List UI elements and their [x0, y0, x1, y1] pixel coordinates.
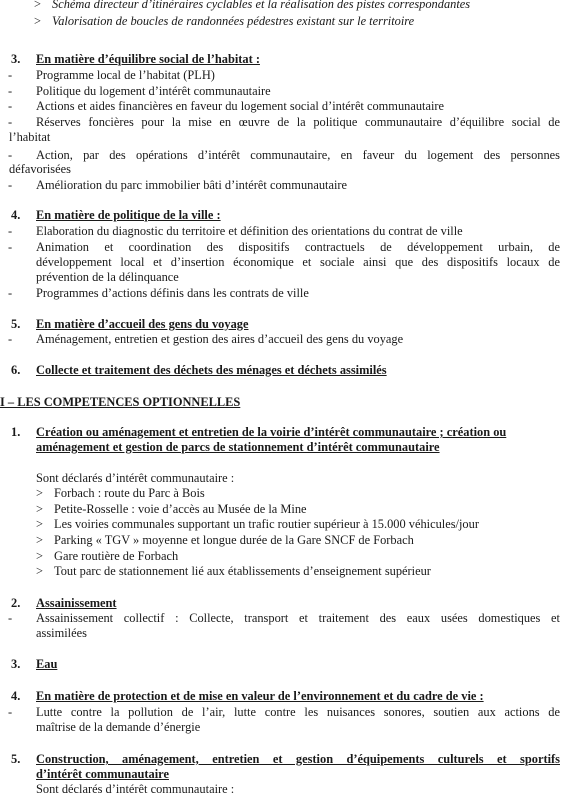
list-item-continuation: l’habitat	[9, 130, 51, 144]
list-item: Programme local de l’habitat (PLH)	[36, 68, 215, 82]
section-number: 5.	[11, 752, 21, 766]
arrow-marker: >	[34, 0, 41, 11]
dash-marker: -	[8, 332, 13, 346]
dash-marker: -	[8, 178, 13, 192]
section-title-continuation: d’intérêt communautaire	[36, 767, 169, 781]
list-item: Lutte contre la pollution de l’air, lutte contre les nuisances sonores, soutien aux actions de	[36, 705, 560, 719]
list-item-continuation: défavorisées	[9, 162, 71, 176]
arrow-marker: >	[36, 564, 43, 578]
section-title: Assainissement	[36, 596, 117, 610]
list-item-continuation: maîtrise de la demande d’énergie	[36, 720, 201, 734]
section-number: 3.	[11, 657, 21, 671]
dash-marker: -	[8, 705, 13, 719]
list-item: Parking « TGV » moyenne et longue durée de la Gare SNCF de Forbach	[54, 533, 414, 547]
arrow-marker: >	[36, 486, 43, 500]
dash-marker: -	[8, 286, 13, 300]
dash-marker: -	[8, 240, 13, 254]
section-title: Création ou aménagement et entretien de la voirie d’intérêt communautaire ; création ou	[36, 425, 507, 439]
arrow-marker: >	[36, 502, 43, 516]
arrow-marker: >	[36, 549, 43, 563]
list-item: Réserves foncières pour la mise en œuvre de la politique communautaire d’équilibre social de	[36, 115, 560, 129]
section-number: 1.	[11, 425, 21, 439]
list-item: Amélioration du parc immobilier bâti d’intérêt communautaire	[36, 178, 348, 192]
section-title: En matière de protection et de mise en valeur de l’environnement et du cadre de vie :	[36, 689, 484, 703]
section-number: 5.	[11, 317, 21, 331]
part-heading: I – LES COMPETENCES OPTIONNELLES	[0, 395, 241, 409]
list-item: Forbach : route du Parc à Bois	[54, 486, 205, 500]
section-number: 3.	[11, 52, 21, 66]
list-item: Aménagement, entretien et gestion des aires d’accueil des gens du voyage	[36, 332, 404, 346]
dash-marker: -	[8, 115, 13, 129]
list-item: Assainissement collectif : Collecte, transport et traitement des eaux usées domestiques et	[36, 611, 560, 625]
list-item-continuation: prévention de la délinquance	[36, 270, 179, 284]
dash-marker: -	[8, 68, 13, 82]
list-item: Elaboration du diagnostic du territoire et définition des orientations du contrat de ville	[36, 224, 463, 238]
section-title: Collecte et traitement des déchets des ménages et déchets assimilés	[36, 363, 387, 377]
dash-marker: -	[8, 224, 13, 238]
list-item: Les voiries communales supportant un trafic routier supérieur à 15.000 véhicules/jour	[54, 517, 479, 531]
section-title-continuation: aménagement et gestion de parcs de stationnement d’intérêt communautaire	[36, 440, 440, 454]
list-item: Gare routière de Forbach	[54, 549, 179, 563]
dash-marker: -	[8, 99, 13, 113]
intro-text: Sont déclarés d’intérêt communautaire :	[36, 471, 235, 485]
list-item: Actions et aides financières en faveur du logement social d’intérêt communautaire	[36, 99, 445, 113]
arrow-marker: >	[34, 14, 41, 28]
list-item: Valorisation de boucles de randonnées pédestres existant sur le territoire	[52, 14, 415, 28]
section-number: 2.	[11, 596, 21, 610]
list-item: Tout parc de stationnement lié aux établissements d’enseignement supérieur	[54, 564, 431, 578]
intro-text: Sont déclarés d’intérêt communautaire :	[36, 782, 235, 796]
section-title: En matière de politique de la ville :	[36, 208, 221, 222]
section-title: Construction, aménagement, entretien et gestion d’équipements culturels et sportifs	[36, 752, 560, 766]
dash-marker: -	[8, 611, 13, 625]
section-number: 4.	[11, 208, 21, 222]
list-item: Petite-Rosselle : voie d’accès au Musée de la Mine	[54, 502, 307, 516]
list-item: Politique du logement d’intérêt communautaire	[36, 84, 271, 98]
list-item-continuation: développement local et d’insertion économique et sociale ainsi que des dispositifs locaux de	[36, 255, 560, 269]
list-item: Animation et coordination des dispositifs contractuels de développement urbain, de	[36, 240, 560, 254]
list-item: Programmes d’actions définis dans les contrats de ville	[36, 286, 309, 300]
arrow-marker: >	[36, 517, 43, 531]
section-title: En matière d’accueil des gens du voyage	[36, 317, 249, 331]
dash-marker: -	[8, 148, 13, 162]
list-item: Action, par des opérations d’intérêt communautaire, en faveur du logement des personnes	[36, 148, 560, 162]
list-item-continuation: assimilées	[36, 626, 87, 640]
section-title: En matière d’équilibre social de l’habitat :	[36, 52, 260, 66]
arrow-marker: >	[36, 533, 43, 547]
section-title: Eau	[36, 657, 58, 671]
dash-marker: -	[8, 84, 13, 98]
section-number: 6.	[11, 363, 21, 377]
list-item: Schéma directeur d’itinéraires cyclables et la réalisation des pistes correspondantes	[52, 0, 471, 11]
section-number: 4.	[11, 689, 21, 703]
